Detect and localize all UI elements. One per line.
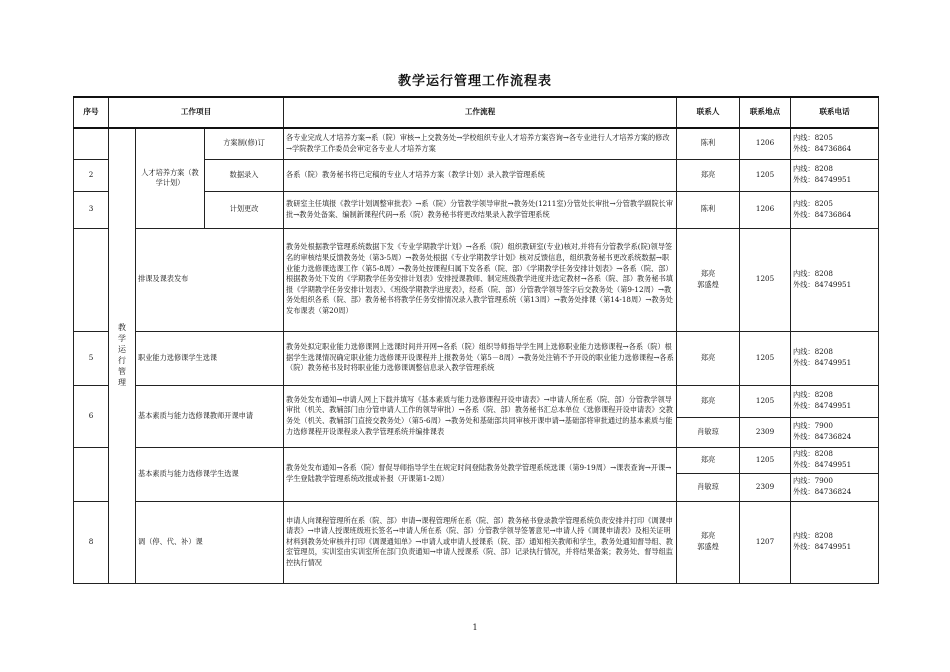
row-number: 6: [74, 385, 109, 447]
workflow-text: 教务处拟定职业能力选修课网上选课时间并开网→各系（院）组织导师指导学生网上选修职业能力选修课程→各系（院）根据学生选课情况确定职业能力选修课开设课程并上报教务处（第5－8周）→教务处注销不予开设的职业能力选修课程→各系（院）教务秘书及时将职业能力选修课调整信息录入教学管理系统: [284, 331, 677, 385]
header-item: 工作项目: [109, 97, 284, 128]
workflow-text: 申请人向课程管理所在系（院、部）申请→课程管理所在系（院、部）教务秘书登录教学管理系统负责安排并打印《调课申请表》→申请人授课班级班长签名→申请人所在系（院、部）分管教学领导签署意见→申请人持《调课申请表》及相关证明材料到教务处审核并打印《调课通知单》→申请人或申请人授课系（院、部）通知相关教师和学生，教务处通知督导组、教室管理员，实训室由实训室所在部门负责通知→申请人授课系（院、部）记录执行情况，并将结果备案；教务处、督导组监控执行情况: [284, 501, 677, 583]
group-sub-label: 人才培养方案（教学计划）: [136, 128, 205, 228]
row-number: 3: [74, 191, 109, 228]
contact-phone: 内线：7900 外线：84736824: [791, 473, 879, 501]
group-main-cell: [109, 128, 136, 583]
work-item: 方案制(修)订: [205, 128, 284, 159]
contact-phone: 内线：8208 外线：84749951: [791, 159, 879, 191]
contact-location: 2309: [740, 417, 791, 447]
contact-phone: 内线：8205 外线：84736864: [791, 191, 879, 228]
header-contact: 联系人: [677, 97, 740, 128]
contact-location: 1205: [740, 228, 791, 331]
work-item: 排课及课表发布: [136, 228, 284, 331]
contact-location: 1207: [740, 501, 791, 583]
contact-phone: 内线：8208 外线：84749951: [791, 501, 879, 583]
work-item: 基本素质与能力选修课学生选课: [136, 447, 284, 501]
contact-location: 1206: [740, 128, 791, 159]
contact-person: 郑亮 郭盛煌: [677, 501, 740, 583]
work-item: 基本素质与能力选修课教师开课申请: [136, 385, 284, 447]
contact-person: 郑亮: [677, 159, 740, 191]
row-number: [74, 228, 109, 331]
contact-location: 1205: [740, 159, 791, 191]
workflow-text: 教务处根据教学管理系统数据下发《专业学期教学计划》→各系（院）组织教研室(专业)核对,并将有分管教学系(院)领导签名的审核结果反馈教务处（第3-5周）→教务处根据《专业学期教学计划》核对反馈信息，组织教务秘书更改系统数据→职业能力选修课选课工作（第5-8周）→教务处按课程归属下发各系（院、部）《学期教学任务安排计划表》→各系（院、部）根据教务处下发的《学期教学任务安排计划表》安排授课教师、制定班级教学进度并选定教材→各系（院、部）教务秘书填报《学期教学任务安排计划表》、《班级学期教学进度表》，经系（院、部）分管教学领导签字后交教务处（第9-12周）→教务处组织各系（院、部）教务秘书将教学任务安排情况录入教学管理系统（第13周）→教务处排课（第14-18周）→教务处发布课表（第20周）: [284, 228, 677, 331]
row-number: 5: [74, 331, 109, 385]
contact-location: 1205: [740, 385, 791, 417]
contact-location: 2309: [740, 473, 791, 501]
table-row: [74, 228, 879, 331]
contact-location: 1205: [740, 331, 791, 385]
workflow-text: 教务处发布通知→申请人网上下载并填写《基本素质与能力选修课程开设申请表》→申请人所在系（院、部）分管教学领导审批（机关、教辅部门由分管申请人工作的领导审批）→各系（院、部）教务秘书汇总本单位《选修课程开设申请表》交教务处（机关、教辅部门直接交教务处）（第5-6周）→教务处和基础部共同审核开课申请→基础部将审批通过的基本素质与能力选修课程开设课程录入教学管理系统并编排课表: [284, 385, 677, 447]
workflow-text: 各专业完成人才培养方案→系（院）审核→上交教务处→学校组织专业人才培养方案咨询→各专业进行人才培养方案的修改→学院教学工作委员会审定各专业人才培养方案: [284, 128, 677, 159]
row-number: [74, 447, 109, 501]
workflow-text: 教研室主任填报《教学计划调整审批表》→系（院）分管教学领导审批→教务处(1211室)分管处长审批→分管教学副院长审批→教务处备案、编制新课程代码→系（院）教务秘书将更改结果录入教学管理系统: [284, 191, 677, 228]
header-location: 联系地点: [740, 97, 791, 128]
contact-phone: 内线：8205 外线：84736864: [791, 128, 879, 159]
table-row: [74, 331, 879, 385]
group-main-label: 教学运行管理: [118, 323, 126, 388]
contact-location: 1205: [740, 447, 791, 473]
workflow-table: [73, 96, 879, 584]
contact-phone: 内线：8208 外线：84749951: [791, 228, 879, 331]
header-phone: 联系电话: [791, 97, 879, 128]
work-item: 数据录入: [205, 159, 284, 191]
contact-phone: 内线：8208 外线：84749951: [791, 385, 879, 417]
header-row: [74, 97, 879, 128]
contact-person: 陈利: [677, 191, 740, 228]
contact-person: 郑亮 郭盛煌: [677, 228, 740, 331]
page-title: 教学运行管理工作流程表: [397, 74, 552, 89]
table-row: [74, 447, 879, 473]
row-number: 8: [74, 501, 109, 583]
contact-phone: 内线：8208 外线：84749951: [791, 447, 879, 473]
page-number: 1: [472, 623, 478, 632]
row-number: [74, 128, 109, 159]
contact-phone: 内线：7900 外线：84736824: [791, 417, 879, 447]
header-no: 序号: [74, 97, 109, 128]
table-row: [74, 501, 879, 583]
contact-phone: 内线：8208 外线：84749951: [791, 331, 879, 385]
contact-person: 陈利: [677, 128, 740, 159]
header-flow: 工作流程: [284, 97, 677, 128]
contact-person: 肖敏琼: [677, 417, 740, 447]
contact-person: 郑亮: [677, 385, 740, 417]
table-row: [74, 128, 879, 159]
work-item: 职业能力选修课学生选课: [136, 331, 284, 385]
contact-person: 郑亮: [677, 447, 740, 473]
contact-person: 郑亮: [677, 331, 740, 385]
row-number: 2: [74, 159, 109, 191]
work-item: 计划更改: [205, 191, 284, 228]
workflow-text: 各系（院）教务秘书将已定稿的专业人才培养方案（教学计划）录入教学管理系统: [284, 159, 677, 191]
workflow-text: 教务处发布通知→各系（院）督促导师指导学生在规定时间登陆教务处教学管理系统选课（第9-19周）→课表查询→开课→学生登陆教学管理系统改报或补报（开课第1-2周）: [284, 447, 677, 501]
work-item: 调（停、代、补）课: [136, 501, 284, 583]
table-row: [74, 385, 879, 417]
contact-location: 1206: [740, 191, 791, 228]
contact-person: 肖敏琼: [677, 473, 740, 501]
